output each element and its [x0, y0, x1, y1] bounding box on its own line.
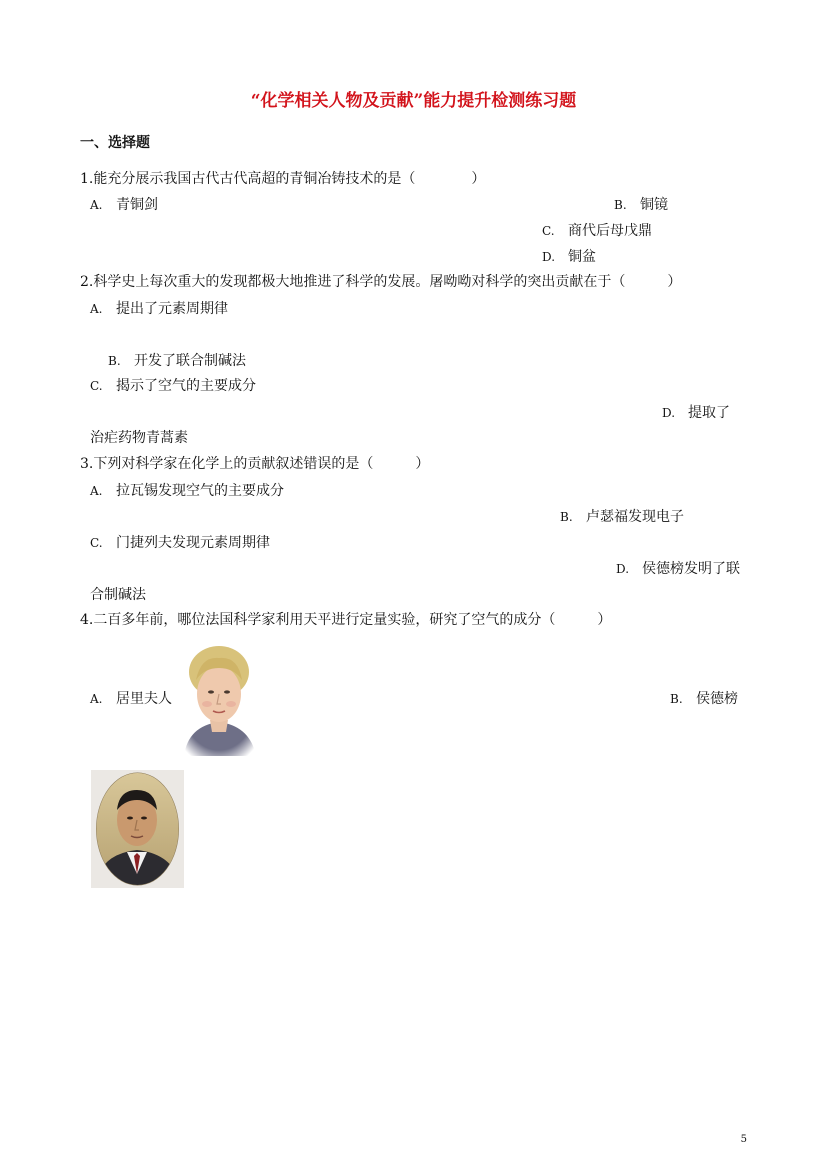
option-key: B. [614, 198, 627, 212]
q2-option-d[interactable] [662, 404, 730, 422]
option-key: B. [670, 692, 683, 706]
page-number: 5 [740, 1134, 747, 1145]
option-key: C. [90, 379, 103, 393]
q2-option-d-continued: 治疟药物青蒿素 [90, 430, 188, 446]
section-heading: 一、选择题 [80, 135, 150, 151]
q3-option-b[interactable] [560, 508, 684, 526]
hou-debang-portrait-image [91, 770, 184, 888]
q3-option-a[interactable] [90, 482, 284, 500]
option-key: A. [90, 302, 103, 316]
option-text: 铜镜 [640, 197, 668, 213]
question-2-stem: 2.科学史上每次重大的发现都极大地推进了科学的发展。屠呦呦对科学的突出贡献在于（ ） [80, 274, 682, 290]
option-key: C. [542, 224, 555, 238]
option-text: 青铜剑 [116, 197, 158, 213]
q1-option-d[interactable] [542, 248, 596, 266]
option-text: 提取了 [688, 405, 730, 421]
q2-option-b[interactable] [108, 352, 246, 370]
q2-option-a[interactable] [90, 300, 228, 318]
option-text: 提出了元素周期律 [116, 301, 228, 317]
option-text: 拉瓦锡发现空气的主要成分 [116, 483, 284, 499]
option-text: 开发了联合制碱法 [134, 353, 246, 369]
option-text: 门捷列夫发现元素周期律 [116, 535, 270, 551]
option-text: 居里夫人 [116, 691, 172, 707]
option-key: C. [90, 536, 103, 550]
option-key: B. [560, 510, 573, 524]
option-key: D. [542, 250, 556, 264]
curie-portrait-image [176, 640, 262, 756]
option-text: 侯德榜发明了联 [642, 561, 740, 577]
question-1-stem: 1.能充分展示我国古代古代高超的青铜冶铸技术的是（ ） [80, 171, 486, 187]
option-text: 揭示了空气的主要成分 [116, 378, 256, 394]
page-title: “化学相关人物及贡献”能力提升检测练习题 [250, 91, 577, 111]
question-3-stem: 3.下列对科学家在化学上的贡献叙述错误的是（ ） [80, 456, 430, 472]
q1-option-c[interactable] [542, 222, 652, 240]
q4-option-b[interactable] [670, 690, 738, 708]
q2-option-c[interactable] [90, 377, 256, 395]
option-text: 铜盆 [568, 249, 596, 265]
option-text: 侯德榜 [696, 691, 738, 707]
q1-option-a[interactable] [90, 196, 158, 214]
option-text: 卢瑟福发现电子 [586, 509, 684, 525]
question-4-stem: 4.二百多年前，哪位法国科学家利用天平进行定量实验，研究了空气的成分（ ） [80, 612, 612, 628]
option-key: D. [662, 406, 676, 420]
option-key: A. [90, 198, 103, 212]
q4-option-a[interactable] [90, 690, 172, 708]
option-key: B. [108, 354, 121, 368]
q3-option-d[interactable] [616, 560, 740, 578]
option-key: A. [90, 484, 103, 498]
option-key: A. [90, 692, 103, 706]
q3-option-c[interactable] [90, 534, 270, 552]
option-text: 商代后母戊鼎 [568, 223, 652, 239]
option-key: D. [616, 562, 630, 576]
q1-option-b[interactable] [614, 196, 668, 214]
q3-option-d-continued: 合制碱法 [90, 587, 146, 603]
